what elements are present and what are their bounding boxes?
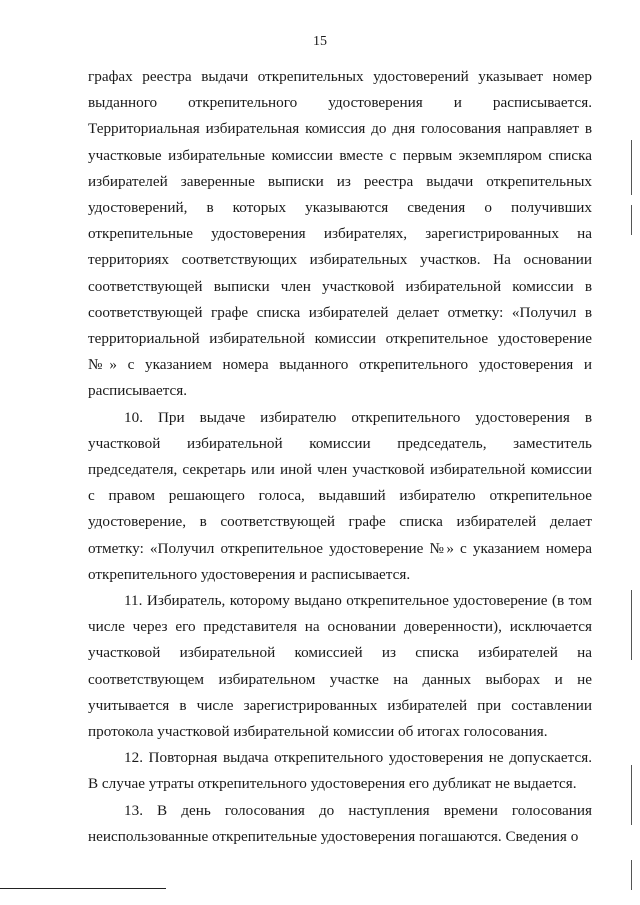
scan-edge-mark (631, 205, 632, 235)
scan-edge-mark (631, 140, 632, 195)
paragraph-item-13: 13. В день голосования до наступления времени голосования неиспользованные открепительные удостоверения погашаются. Сведения о (88, 801, 592, 845)
scan-edge-mark (631, 765, 632, 825)
paragraph-item-12: 12. Повторная выдача открепительного удостоверения не допускается. В случае утраты открепительного удостоверения его дубликат не выдается. (88, 749, 592, 793)
footnote-divider (0, 888, 166, 889)
document-body (88, 64, 592, 850)
paragraph-item-10: 10. При выдаче избирателю открепительного удостоверения в участковой избирательной комиссии председатель, заместитель председателя, секретарь или иной член участковой избирательной комиссии с правом решающего голоса, выдавший избирателю открепительное удостоверение, в соответствующей графе списка избирателей делает отметку: «Получил открепительное удостоверение №» с указанием номера открепительного удостоверения и расписывается. (88, 408, 592, 583)
paragraph-item-11: 11. Избиратель, которому выдано открепительное удостоверение (в том числе через его представителя на основании доверенности), исключается участковой избирательной комиссией из списка избирателей на соответствующем избирательном участке на данных выборах и не учитывается в числе зарегистрированных избирателей при составлении протокола участковой избирательной комиссии об итогах голосования. (88, 592, 592, 741)
scan-edge-mark (631, 590, 632, 660)
scan-edge-mark (631, 860, 632, 890)
paragraph-continuation: графах реестра выдачи открепительных удостоверений указывает номер выданного открепительного удостоверения и расписывается. Территориальная избирательная комиссия до дня голосования направляет в участковые избирательные комиссии вместе с первым экземпляром списка избирателей заверенные выписки из реестра выдачи открепительных удостоверений, в которых указываются сведения о получивших открепительные удостоверения избирателях, зарегистрированных на территориях соответствующих избирательных участков. На основании соответствующей выписки член участковой избирательной комиссии в соответствующей графе списка избирателей делает отметку: «Получил в территориальной избирательной комиссии открепительное удостоверение №» с указанием номера выданного открепительного удостоверения и расписывается. (88, 68, 592, 400)
page-number: 15 (313, 34, 327, 49)
